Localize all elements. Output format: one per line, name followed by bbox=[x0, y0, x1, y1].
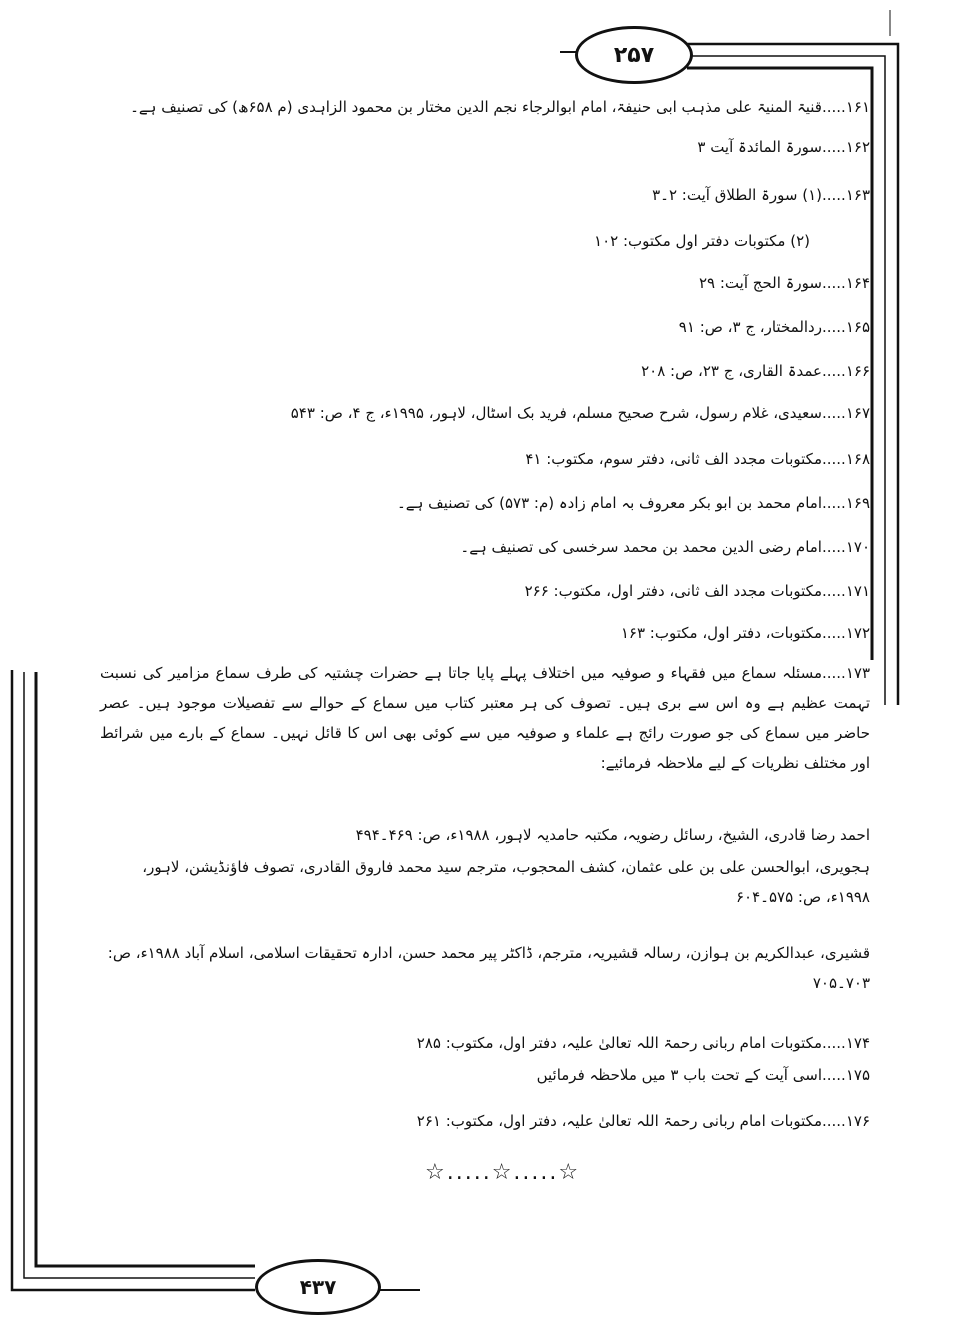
page-number-top: ۲۵۷ bbox=[575, 26, 693, 84]
note-174: ۱۷۴.....مکتوبات امام ربانی رحمۃ اللہ تعالیٰ علیہ، دفتر اول، مکتوب: ۲۸۵ bbox=[416, 1034, 870, 1052]
note-167: ۱۶۷.....سعیدی، غلام رسول، شرح صحیح مسلم، فرید بک اسٹال، لاہور، ۱۹۹۵ء، ج ۴، ص: ۵۴۳ bbox=[290, 404, 870, 422]
note-173-ref-3: قشیری، عبدالکریم بن ہوازن، رسالہ قشیریہ، مترجم، ڈاکٹر پیر محمد حسن، ادارہ تحقیقات اسلامی، اسلام آباد ۱۹۸۸ء، ص: ۷۰۳۔۷۰۵ bbox=[107, 944, 870, 992]
note-170: ۱۷۰.....امام رضی الدین محمد بن محمد سرخسی کی تصنیف ہے۔ bbox=[460, 538, 870, 556]
note-161: ۱۶۱.....قنیۃ المنیۃ علی مذہب ابی حنیفۃ، امام ابوالرجاء نجم الدین مختار بن محمود الزاہدی (م ۶۵۸ھ) کی تصنیف ہے۔ bbox=[130, 98, 870, 116]
note-163: ۱۶۳.....(۱) سورۃ الطلاق آیت: ۲۔۳ bbox=[652, 186, 870, 204]
note-173-ref-2: ہجویری، ابوالحسن علی بن علی عثمان، کشف المحجوب، مترجم سید محمد فاروق القادری، تصوف فاؤنڈیشن، لاہور، ۱۹۹۸ء، ص: ۵۷۵۔۶۰۴ bbox=[142, 858, 870, 906]
notes-list bbox=[85, 96, 870, 1185]
note-165: ۱۶۵.....ردالمختار، ج ۳، ص: ۹۱ bbox=[678, 318, 870, 336]
note-173: ۱۷۳.....مسئلہ سماع میں فقہاء و صوفیہ میں اختلاف پہلے پایا جاتا ہے حضرات چشتیہ کی طرف سماع مزامیر کی نسبت تہمت عظیم ہے وہ اس سے بری ہیں۔ تصوف کی ہر معتبر کتاب میں سماع کے حوالے سے تفصیلات موجود ہیں۔ عصر حاضر میں سماع کی جو صورت رائج ہے علماء و صوفیہ میں سے کوئی بھی اس کا قائل نہیں۔ سماع کے بارے میں شرائط اور مختلف نظریات کے لیے ملاحظہ فرمائیے: bbox=[100, 664, 870, 772]
note-166: ۱۶۶.....عمدۃ القاری، ج ۲۳، ص: ۲۰۸ bbox=[641, 362, 870, 380]
note-176: ۱۷۶.....مکتوبات امام ربانی رحمۃ اللہ تعالیٰ علیہ، دفتر اول، مکتوب: ۲۶۱ bbox=[416, 1112, 870, 1130]
end-mark: ☆.....☆.....☆ bbox=[425, 1160, 581, 1185]
notes-page bbox=[85, 96, 870, 1185]
page-number-bottom: ۴۳۷ bbox=[255, 1259, 381, 1315]
note-169: ۱۶۹.....امام محمد بن ابو بکر معروف بہ امام زادہ (م: ۵۷۳) کی تصنیف ہے۔ bbox=[397, 494, 870, 512]
note-163-b: (۲) مکتوبات دفتر اول مکتوب: ۱۰۲ bbox=[594, 232, 810, 250]
note-173-ref-1: احمد رضا قادری، الشیخ، رسائل رضویہ، مکتبہ حامدیہ لاہور، ۱۹۸۸ء، ص: ۴۶۹۔۴۹۴ bbox=[355, 826, 870, 844]
note-171: ۱۷۱.....مکتوبات مجدد الف ثانی، دفتر اول، مکتوب: ۲۶۶ bbox=[524, 582, 870, 600]
note-168: ۱۶۸.....مکتوبات مجدد الف ثانی، دفتر سوم، مکتوب: ۴۱ bbox=[525, 450, 870, 468]
note-172: ۱۷۲.....مکتوبات، دفتر اول، مکتوب: ۱۶۳ bbox=[620, 624, 870, 642]
note-175: ۱۷۵.....اسی آیت کے تحت باب ۳ میں ملاحظہ فرمائیں bbox=[536, 1066, 870, 1084]
note-162: ۱۶۲.....سورۃ المائدۃ آیت ۳ bbox=[697, 138, 870, 156]
note-164: ۱۶۴.....سورۃ الحج آیت: ۲۹ bbox=[698, 274, 870, 292]
